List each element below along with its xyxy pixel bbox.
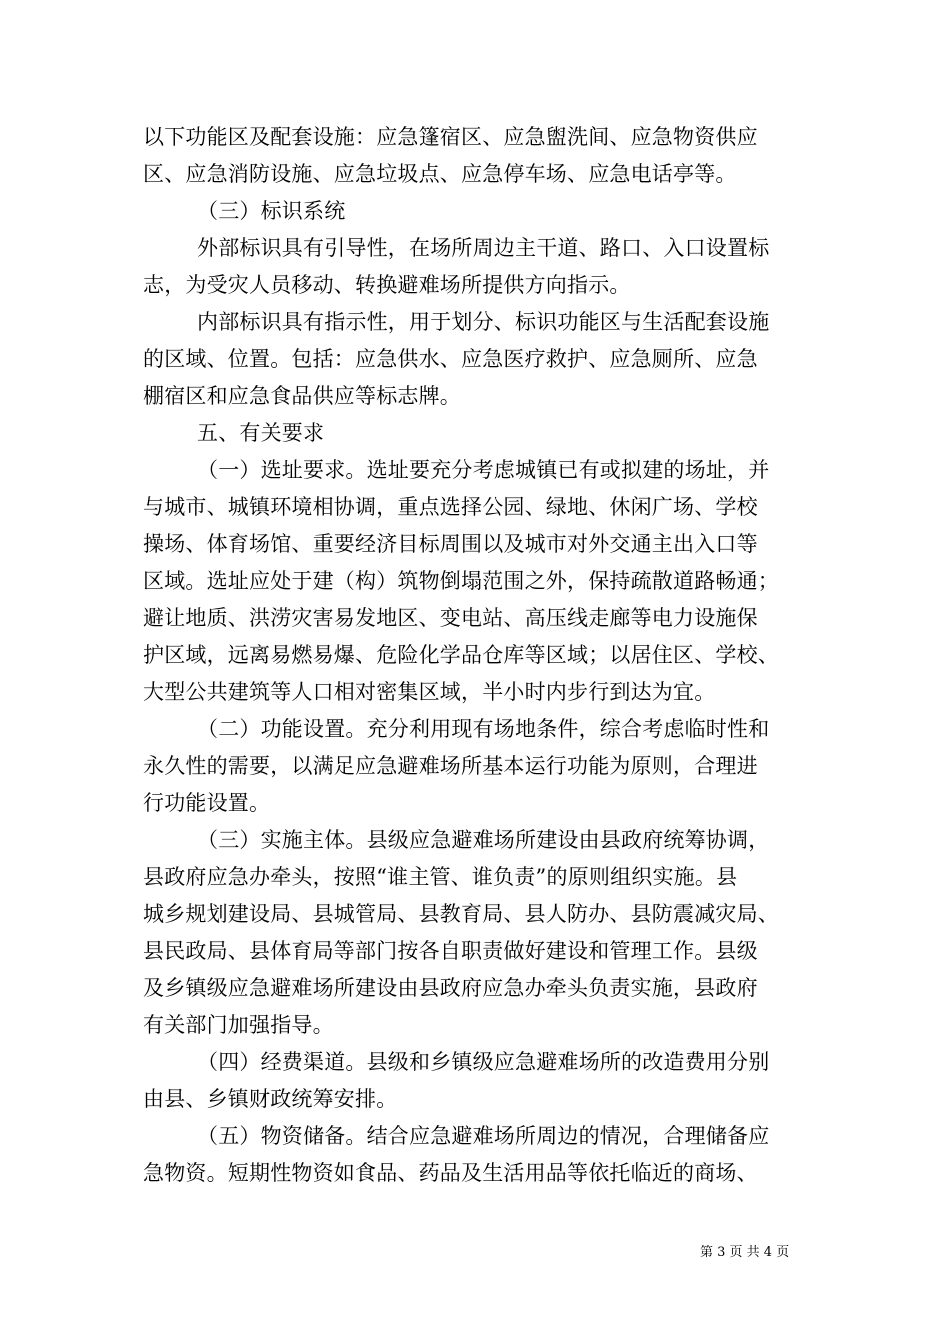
- section-heading: （三）标识系统: [197, 199, 346, 223]
- body-text-line: 志，为受灾人员移动、转换避难场所提供方向指示。: [143, 273, 631, 297]
- body-text-line: 的区域、位置。包括：应急供水、应急医疗救护、应急厕所、应急: [143, 347, 758, 371]
- page-number: 第 3 页 共 4 页: [700, 1245, 790, 1260]
- body-text-line: 由县、乡镇财政统筹安排。: [143, 1087, 398, 1111]
- body-text-line: 内部标识具有指示性，用于划分、标识功能区与生活配套设施: [197, 310, 770, 334]
- body-text-line: 城乡规划建设局、县城管局、县教育局、县人防办、县防震减灾局、: [143, 902, 779, 926]
- body-text-line: 外部标识具有引导性，在场所周边主干道、路口、入口设置标: [197, 236, 770, 260]
- body-text-line: （一）选址要求。选址要充分考虑城镇已有或拟建的场址，并: [197, 458, 770, 482]
- body-text-line: 区、应急消防设施、应急垃圾点、应急停车场、应急电话亭等。: [143, 162, 737, 186]
- body-text-line: 有关部门加强指导。: [143, 1013, 334, 1037]
- body-text-line: 与城市、城镇环境相协调，重点选择公园、绿地、休闲广场、学校: [143, 495, 758, 519]
- body-text-line: 区域。选址应处于建（构）筑物倒塌范围之外，保持疏散道路畅通；: [143, 569, 779, 593]
- body-text-line: 永久性的需要，以满足应急避难场所基本运行功能为原则，合理进: [143, 754, 758, 778]
- section-heading: 五、有关要求: [197, 421, 325, 445]
- body-text-line: 大型公共建筑等人口相对密集区域，半小时内步行到达为宜。: [143, 680, 716, 704]
- body-text-line: （三）实施主体。县级应急避难场所建设由县政府统筹协调，: [197, 828, 770, 852]
- body-text-line: 护区域，远离易燃易爆、危险化学品仓库等区域；以居住区、学校、: [143, 643, 779, 667]
- body-text-line: 县政府应急办牵头，按照“谁主管、谁负责”的原则组织实施。县: [143, 865, 738, 889]
- body-text-line: 行功能设置。: [143, 791, 271, 815]
- body-text-line: 棚宿区和应急食品供应等标志牌。: [143, 384, 461, 408]
- body-text-line: 操场、体育场馆、重要经济目标周围以及城市对外交通主出入口等: [143, 532, 758, 556]
- body-text-line: 及乡镇级应急避难场所建设由县政府应急办牵头负责实施，县政府: [143, 976, 758, 1000]
- body-text-line: 急物资。短期性物资如食品、药品及生活用品等依托临近的商场、: [143, 1161, 758, 1185]
- body-text-line: 县民政局、县体育局等部门按各自职责做好建设和管理工作。县级: [143, 939, 758, 963]
- body-text-line: （二）功能设置。充分利用现有场地条件，综合考虑临时性和: [197, 717, 770, 741]
- body-text-line: （五）物资储备。结合应急避难场所周边的情况，合理储备应: [197, 1124, 770, 1148]
- body-text-line: 避让地质、洪涝灾害易发地区、变电站、高压线走廊等电力设施保: [143, 606, 758, 630]
- body-text-line: （四）经费渠道。县级和乡镇级应急避难场所的改造费用分别: [197, 1050, 770, 1074]
- body-text-line: 以下功能区及配套设施：应急篷宿区、应急盥洗间、应急物资供应: [143, 125, 758, 149]
